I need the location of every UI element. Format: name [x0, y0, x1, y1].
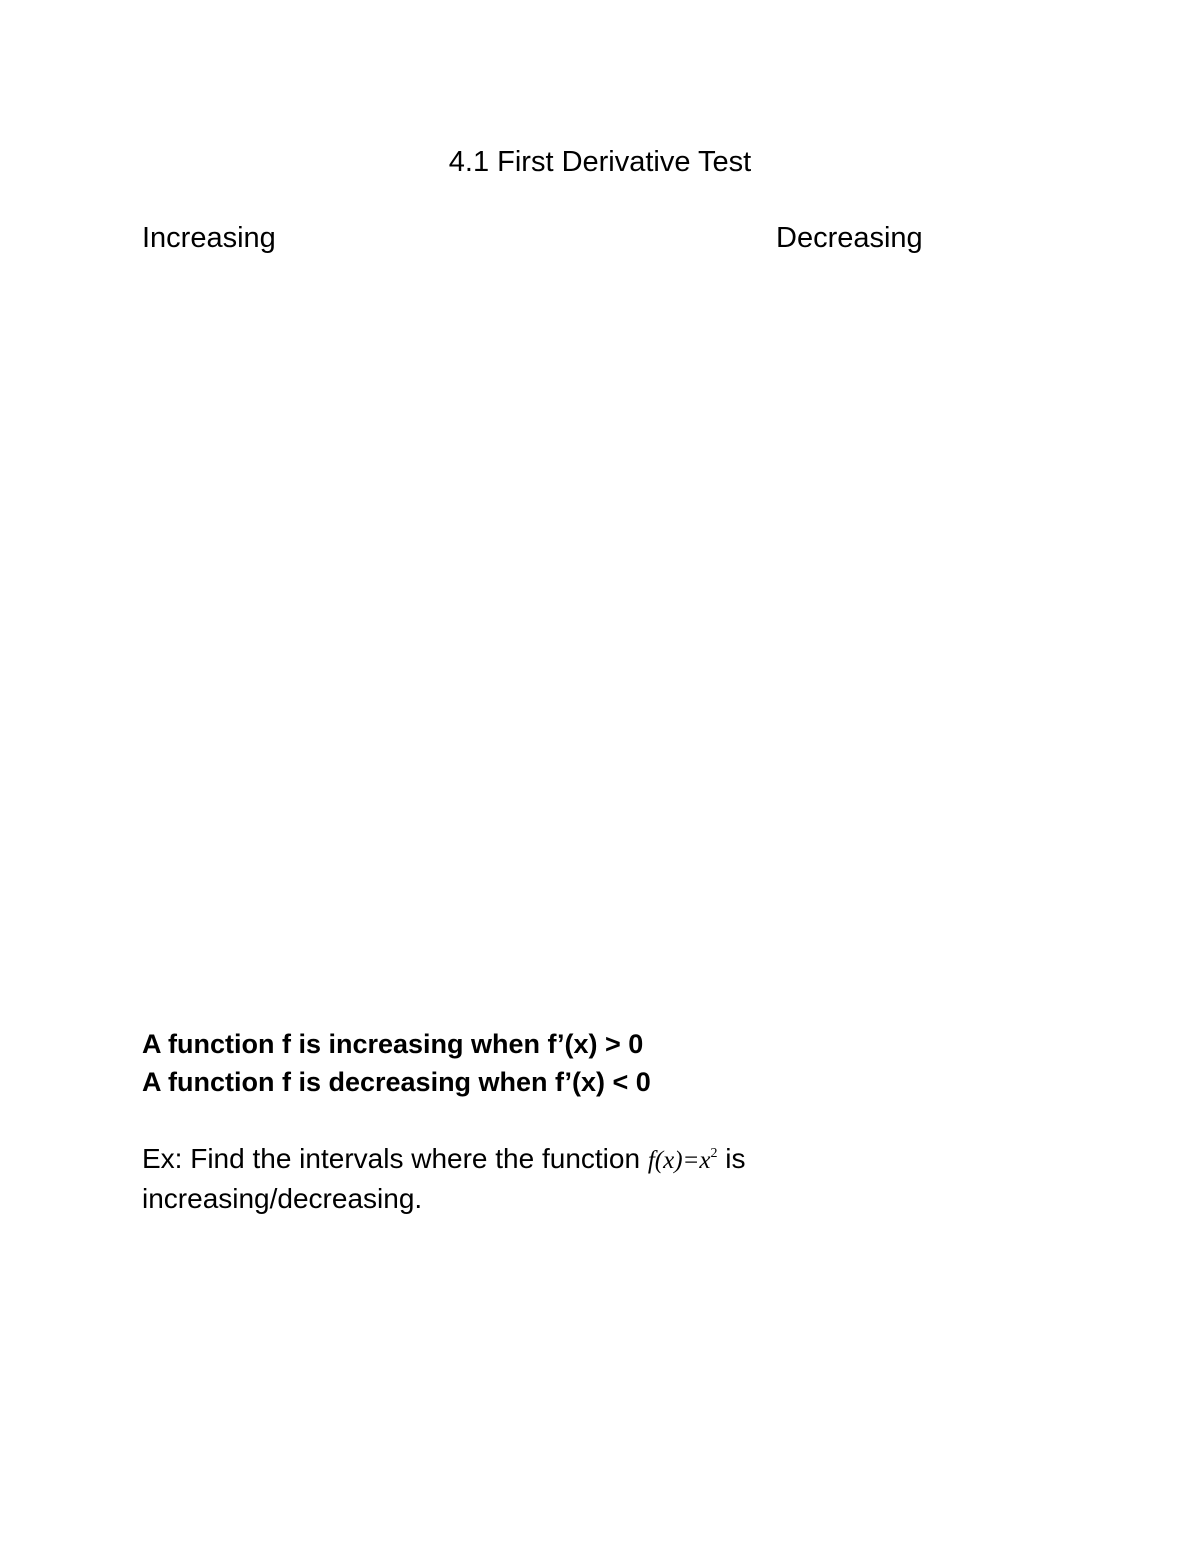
page-title: 4.1 First Derivative Test [448, 146, 752, 178]
example-prompt [142, 1140, 822, 1218]
example-text-after: is increasing/decreasing. [142, 1143, 746, 1214]
decreasing-rule: A function f is decreasing when f’(x) < 0 [142, 1067, 651, 1097]
function-exponent: 2 [710, 1146, 718, 1161]
increasing-rule: A function f is increasing when f’(x) > 0 [142, 1029, 644, 1059]
derivative-rules [142, 1025, 651, 1101]
decreasing-heading: Decreasing [776, 222, 923, 254]
function-expression [648, 1147, 718, 1174]
example-text-before: Ex: Find the intervals where the function [142, 1143, 648, 1174]
function-base: f(x)=x [647, 1147, 711, 1174]
increasing-heading: Increasing [142, 222, 276, 254]
